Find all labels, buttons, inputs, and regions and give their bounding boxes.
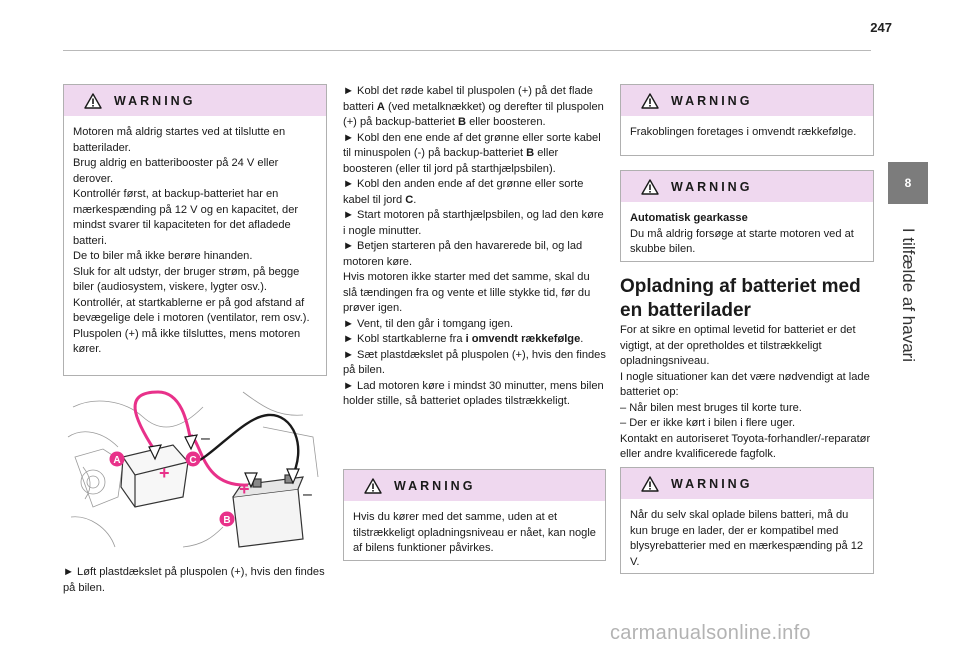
warning-title: WARNING [671, 179, 753, 194]
warning-header [64, 85, 326, 116]
chapter-tab[interactable]: 8 [888, 162, 928, 204]
plus-sign-a: + [159, 463, 170, 483]
section-text [620, 323, 874, 463]
label-b-marker [220, 512, 235, 527]
warning-text: Motoren må aldrig startes ved at tilslutte en batterilader. Brug aldrig en batteribooster på 24 V eller derover. Kontrollér først, at backup-batteriet har en mærkespænding på 12 V og en kapacitet, der mindst svarer til kapaciteten for det afladede batteri. De to biler må ikke berøre hinanden. Sluk for alt udstyr, der bruger strøm, på begge biler (audiosystem, viskere, lygter osv.). Kontrollér, at startkablerne er på god afstand af bevægelige dele i motoren (ventilator, rem osv.). Pluspolen (+) må ikke tilsluttes, mens motoren kører. [73, 126, 310, 355]
warning-subtitle: Automatisk gearkasse [630, 212, 748, 224]
warning-triangle-icon [641, 476, 659, 492]
warning-header [621, 85, 873, 116]
warning-box-driving-off [343, 469, 606, 561]
label-a-marker [110, 452, 125, 467]
chapter-label [884, 227, 932, 363]
label-a: A [113, 455, 121, 466]
warning-body [621, 499, 873, 578]
label-c-marker [186, 452, 201, 467]
section-heading: Opladning af batteriet med en batterilader [620, 276, 861, 321]
label-b: B [223, 515, 231, 526]
warning-header [621, 171, 873, 202]
warning-box-automatic-gearbox [620, 170, 874, 262]
warning-title: WARNING [394, 478, 476, 493]
warning-body [621, 116, 873, 149]
warning-text: Du må aldrig forsøge at starte motoren ved at skubbe bilen. [630, 227, 854, 255]
jump-start-steps [343, 84, 606, 410]
page-number: 247 [870, 20, 892, 35]
watermark: carmanualsonline.info [610, 622, 811, 644]
warning-header [344, 470, 605, 501]
warning-title: WARNING [671, 93, 753, 108]
warning-triangle-icon [641, 179, 659, 195]
plus-sign-b: + [239, 479, 250, 499]
warning-body [64, 116, 326, 366]
warning-title: WARNING [671, 476, 753, 491]
top-rule [63, 50, 871, 51]
warning-box-jump-start [63, 84, 327, 376]
jump-start-illustration [63, 387, 327, 553]
minus-sign-b: – [303, 486, 312, 503]
warning-triangle-icon [641, 93, 659, 109]
engine-bay-drawing [63, 387, 327, 553]
warning-triangle-icon [84, 93, 102, 109]
warning-header [621, 468, 873, 499]
warning-box-disconnect [620, 84, 874, 156]
warning-text: Frakoblingen foretages i omvendt rækkefølge. [630, 126, 857, 138]
label-c: C [189, 455, 197, 466]
warning-body [344, 501, 605, 565]
minus-sign-c: – [201, 430, 210, 447]
steps-text: ► Kobl det røde kabel til pluspolen (+) på det flade batteri A (ved metalknækket) og derefter til pluspolen (+) på backup-batteriet B eller boosteren. ► Kobl den ene ende af det grønne eller sorte kabel til minuspolen (-) på backup-batteriet B eller boosteren (eller til jord på starthjælpsbilen). ► Kobl den anden ende af det grønne eller sorte kabel til jord C. ► Start motoren på starthjælpsbilen, og lad den køre i nogle minutter. ► Betjen starteren på den havarerede bil, og lad motoren køre. Hvis motoren ikke starter med det samme, skal du slå tændingen fra og vente et lille stykke tid, før du prøver igen. ► Vent, til den går i tomgang igen. ► Kobl startkablerne fra i omvendt rækkefølge. ► Sæt plastdækslet på pluspolen (+), hvis den findes på bilen. ► Lad motoren køre i mindst 30 minutter, mens bilen holder stille, så batteriet oplades tilstrækkeligt. [343, 85, 606, 407]
warning-body [621, 202, 873, 266]
chapter-label-text: I tilfælde af havari [899, 227, 918, 363]
illustration-caption: ► Løft plastdækslet på pluspolen (+), hvis den findes på bilen. [63, 566, 325, 594]
warning-text: Når du selv skal oplade bilens batteri, må du kun bruge en lader, der er kompatibel med blysyrebatterier med en mærkespænding på 12 V. [630, 509, 864, 568]
warning-box-charger [620, 467, 874, 574]
warning-triangle-icon [364, 478, 382, 494]
section-body: For at sikre en optimal levetid for batteriet er det vigtigt, at der opretholdes et tilstrækkeligt opladningsniveau. I nogle situationer kan det være nødvendigt at lade batteriet op: – Når bilen mest bruges til korte ture. – Der er ikke kørt i bilen i flere uger. Kontakt en autoriseret Toyota-forhandler/-reparatør eller andre kvalificerede fagfolk. [620, 324, 871, 460]
warning-title: WARNING [114, 93, 196, 108]
warning-text: Hvis du kører med det samme, uden at et tilstrækkeligt opladningsniveau er nået, kan nogle af bilens funktioner påvirkes. [353, 511, 596, 554]
